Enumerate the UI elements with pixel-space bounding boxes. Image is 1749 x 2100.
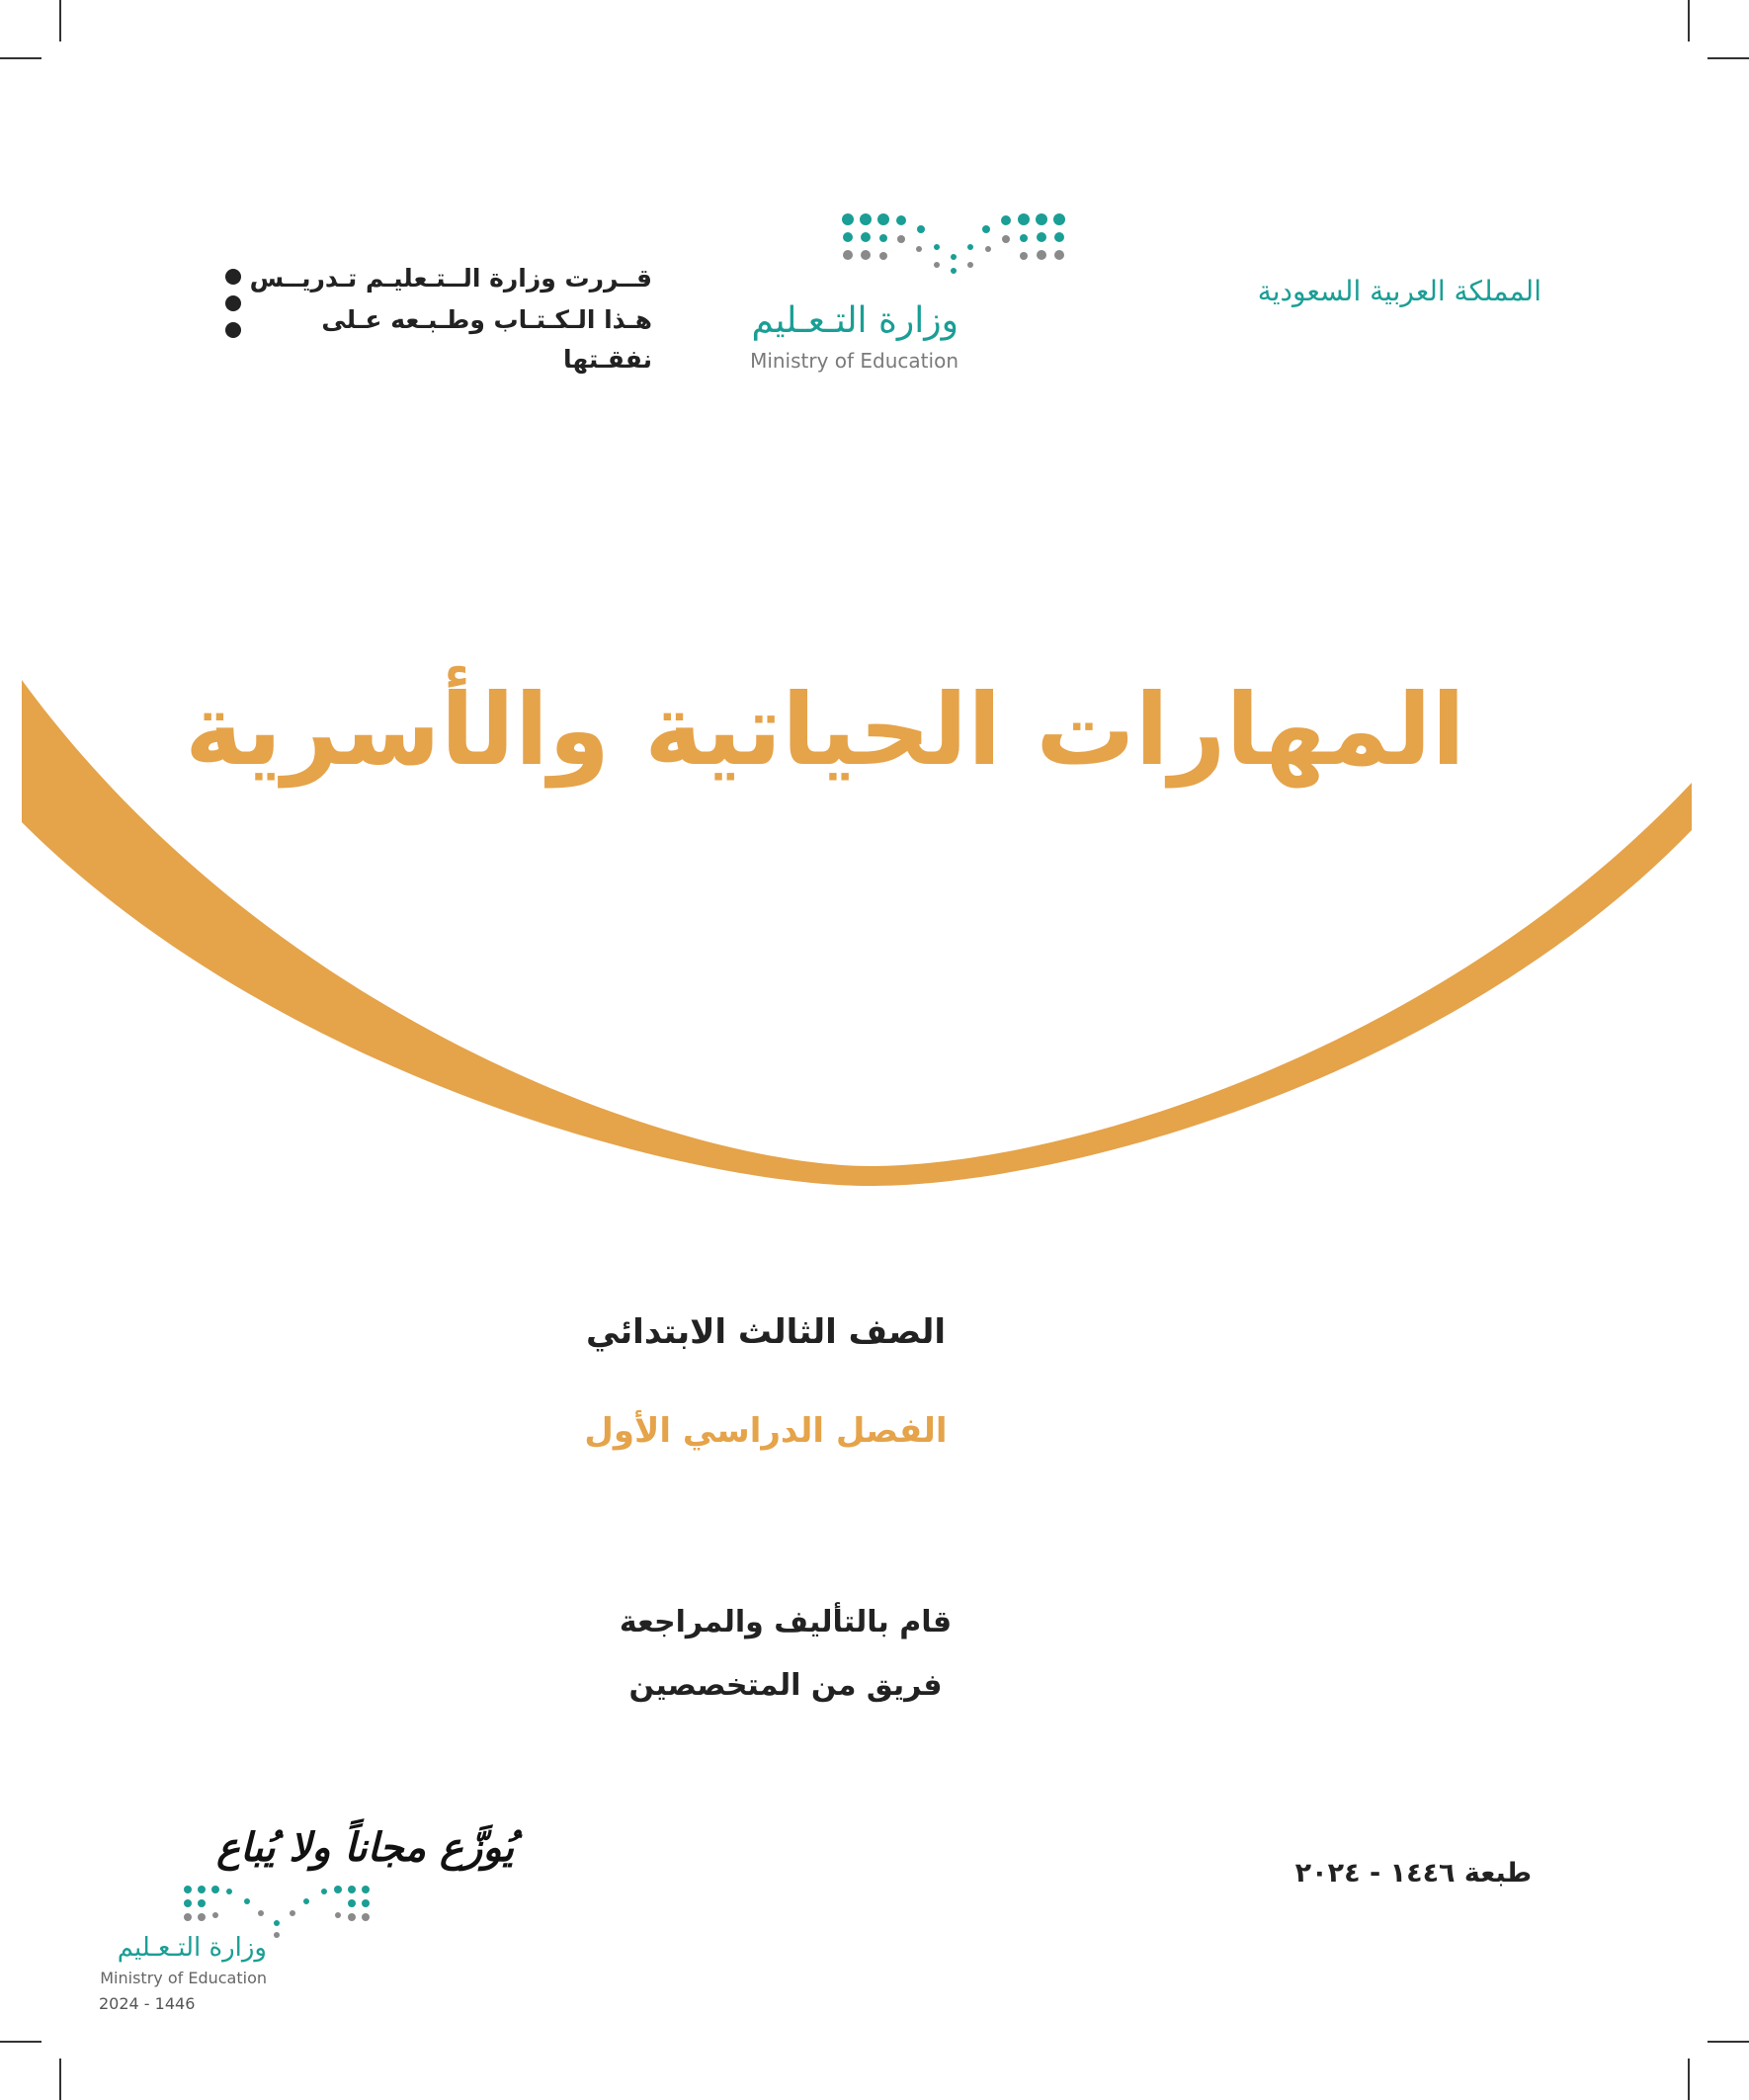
grade-level: الصف الثالث الابتدائي xyxy=(586,1312,946,1352)
edition-year-small: 2024 - 1446 xyxy=(99,1994,196,2013)
ministry-logo xyxy=(711,206,1067,383)
ministry-name-en: Ministry of Education xyxy=(750,349,958,373)
crop-mark xyxy=(1688,2058,1690,2100)
ministry-name-ar-small: وزارة التـعـليم xyxy=(117,1933,267,1963)
crop-mark xyxy=(0,57,42,59)
ministry-dots-icon xyxy=(178,1880,375,1939)
crop-mark xyxy=(1707,57,1749,59)
decree-line: هـذا الـكـتـاب وطـبـعه عـلى نفقـتها xyxy=(321,305,652,374)
decree-bullets xyxy=(225,269,241,349)
free-distribution-text: يُوزَّع مجاناً ولا يُباع xyxy=(216,1824,514,1871)
edition: طبعة ١٤٤٦ - ٢٠٢٤ xyxy=(1294,1858,1532,1889)
ministry-name-ar: وزارة التـعـليم xyxy=(751,300,958,341)
kingdom-name: المملكة العربية السعودية xyxy=(1257,275,1541,307)
crop-mark xyxy=(59,0,61,42)
crop-mark xyxy=(1688,0,1690,42)
author-team: فريق من المتخصصين xyxy=(628,1668,943,1703)
academic-term: الفصل الدراسي الأول xyxy=(584,1411,948,1451)
ministry-dots-icon xyxy=(840,206,1067,285)
free-distribution-mark xyxy=(89,1824,514,2052)
book-title: المهارات الحياتية والأسرية xyxy=(185,672,1465,788)
decree-statement xyxy=(227,259,652,374)
crop-mark xyxy=(1707,2041,1749,2043)
decree-line: قــررت وزارة الــتـعليـم تـدريــس xyxy=(249,264,652,293)
crop-mark xyxy=(0,2041,42,2043)
crop-mark xyxy=(59,2058,61,2100)
authored-by: قام بالتأليف والمراجعة xyxy=(619,1605,953,1639)
ministry-name-en-small: Ministry of Education xyxy=(100,1969,267,1987)
